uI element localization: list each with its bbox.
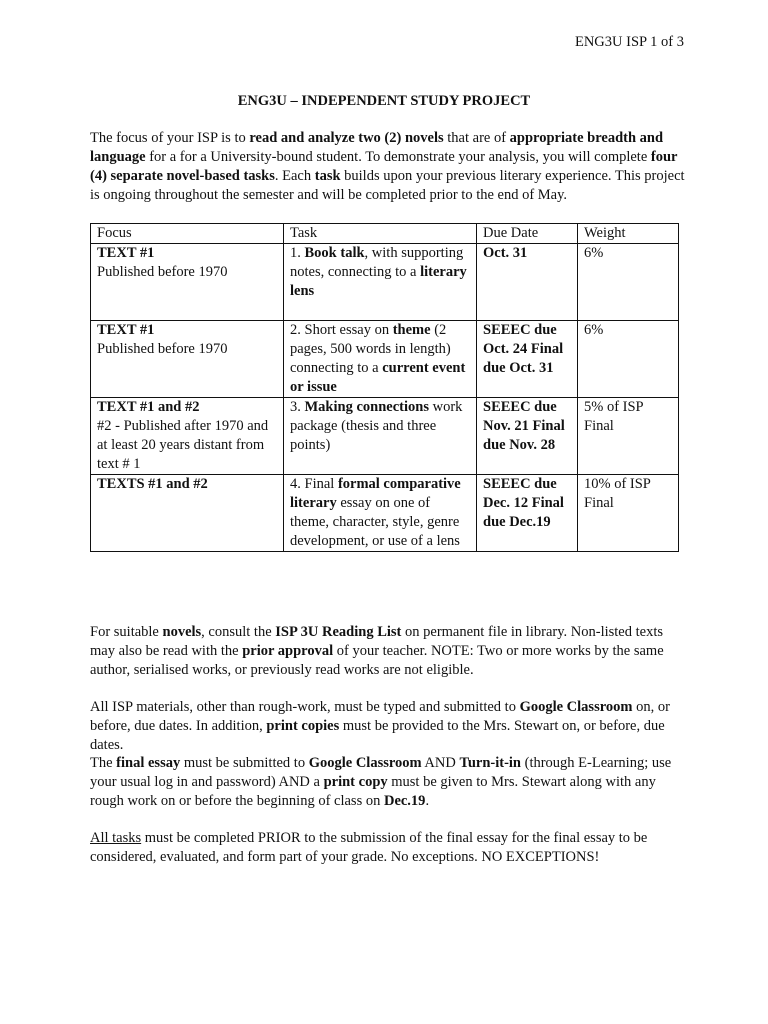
task-cell: 4. Final formal comparative literary essay on one of theme, character, style, genre development, or use of a lens	[284, 475, 477, 552]
column-header-task: Task	[284, 224, 477, 244]
column-header-due-date: Due Date	[477, 224, 578, 244]
table-row	[91, 244, 679, 321]
reading-list-paragraph: For suitable novels, consult the ISP 3U Reading List on permanent file in library. Non-listed texts may also be read with the prior approval of your teacher. NOTE: Two or more works by the same author, serialised works, or previously read works are not eligible.	[90, 624, 664, 678]
table-row	[91, 398, 679, 475]
weight-cell: 6%	[578, 244, 679, 321]
focus-cell: TEXT #1 Published before 1970	[91, 244, 284, 321]
table-row	[91, 321, 679, 398]
due-date-cell: SEEEC due Oct. 24 Final due Oct. 31	[477, 321, 578, 398]
weight-cell: 6%	[578, 321, 679, 398]
intro-paragraph: The focus of your ISP is to read and analyze two (2) novels that are of appropriate breadth and language for a for a University-bound student. To demonstrate your analysis, you will complete four (4) separate novel-based tasks. Each task builds upon your previous literary experience. This project is ongoing throughout the semester and will be completed prior to the end of May.	[90, 130, 685, 203]
focus-cell: TEXT #1 Published before 1970	[91, 321, 284, 398]
weight-cell: 5% of ISP Final	[578, 398, 679, 475]
column-header-weight: Weight	[578, 224, 679, 244]
table-row	[91, 475, 679, 552]
task-cell: 1. Book talk, with supporting notes, connecting to a literary lens	[284, 244, 477, 321]
due-date-cell: SEEEC due Dec. 12 Final due Dec.19	[477, 475, 578, 552]
tasks-table	[90, 223, 679, 552]
column-header-focus: Focus	[91, 224, 284, 244]
weight-cell: 10% of ISP Final	[578, 475, 679, 552]
all-tasks-paragraph: All tasks must be completed PRIOR to the submission of the final essay for the final essay to be considered, evaluated, and form part of your grade. No exceptions. NO EXCEPTIONS!	[90, 830, 648, 865]
due-date-cell: SEEEC due Nov. 21 Final due Nov. 28	[477, 398, 578, 475]
submission-paragraph: All ISP materials, other than rough-work, must be typed and submitted to Google Classroom on, or before, due dates. In addition, print copies must be provided to the Mrs. Stewart on, or before, due dates.	[90, 699, 670, 753]
task-cell: 3. Making connections work package (thesis and three points)	[284, 398, 477, 475]
focus-cell: TEXTS #1 and #2	[91, 475, 284, 552]
document-title: ENG3U – INDEPENDENT STUDY PROJECT	[237, 93, 531, 109]
table-header-row	[91, 224, 679, 244]
task-cell: 2. Short essay on theme (2 pages, 500 words in length) connecting to a current event or issue	[284, 321, 477, 398]
final-essay-paragraph: The final essay must be submitted to Google Classroom AND Turn-it-in (through E-Learning; use your usual log in and password) AND a print copy must be given to Mrs. Stewart along with any rough work on or before the beginning of class on Dec.19.	[90, 755, 672, 809]
due-date-cell: Oct. 31	[477, 244, 578, 321]
page-header: ENG3U ISP 1 of 3	[574, 34, 684, 50]
focus-cell: TEXT #1 and #2 #2 - Published after 1970 and at least 20 years distant from text # 1	[91, 398, 284, 475]
